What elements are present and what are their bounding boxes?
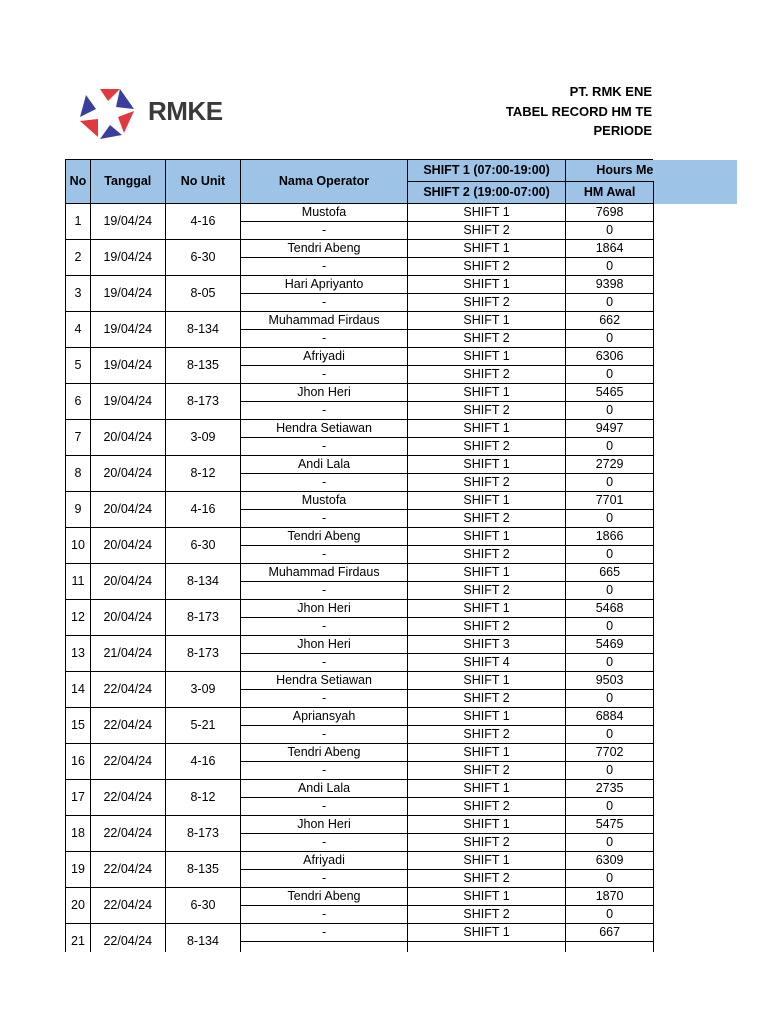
- cell-shift: SHIFT 1: [407, 528, 566, 546]
- cell-no: 7: [66, 420, 91, 456]
- cell-unit: 8-134: [165, 564, 241, 600]
- cell-date: 19/04/24: [90, 204, 165, 240]
- col-header-shift2: SHIFT 2 (19:00-07:00): [407, 182, 566, 204]
- cell-operator: -: [241, 654, 407, 672]
- cell-date: 19/04/24: [90, 312, 165, 348]
- cell-operator: -: [241, 582, 407, 600]
- cell-unit: 8-173: [165, 600, 241, 636]
- cell-hm-awal: 0: [566, 798, 653, 816]
- cell-no: 2: [66, 240, 91, 276]
- cell-shift: SHIFT 1: [407, 456, 566, 474]
- cell-shift: SHIFT 2: [407, 870, 566, 888]
- cell-shift: SHIFT 2: [407, 798, 566, 816]
- cell-no: 21: [66, 924, 91, 953]
- cell-unit: 8-134: [165, 924, 241, 953]
- cell-shift: [407, 942, 566, 953]
- cell-shift: SHIFT 2: [407, 834, 566, 852]
- cell-unit: 8-135: [165, 852, 241, 888]
- cell-unit: 6-30: [165, 240, 241, 276]
- cell-operator: Tendri Abeng: [241, 528, 407, 546]
- company-name: PT. RMK ENE: [569, 84, 652, 99]
- cell-no: 14: [66, 672, 91, 708]
- cell-no: 19: [66, 852, 91, 888]
- cell-operator: -: [241, 222, 407, 240]
- cell-hm-awal: 0: [566, 906, 653, 924]
- cell-hm-awal: 5468: [566, 600, 653, 618]
- cell-empty: [653, 654, 737, 672]
- cell-hm-awal: 662: [566, 312, 653, 330]
- cell-unit: 8-173: [165, 636, 241, 672]
- cell-hm-awal: 0: [566, 222, 653, 240]
- cell-shift: SHIFT 2: [407, 402, 566, 420]
- cell-hm-awal: 0: [566, 726, 653, 744]
- cell-date: 19/04/24: [90, 240, 165, 276]
- cell-empty: [653, 672, 737, 690]
- cell-empty: [653, 888, 737, 906]
- page-edge-mask: [652, 60, 768, 160]
- cell-hm-awal: 1870: [566, 888, 653, 906]
- cell-shift: SHIFT 2: [407, 546, 566, 564]
- cell-hm-awal: 0: [566, 654, 653, 672]
- cell-date: 22/04/24: [90, 708, 165, 744]
- cell-operator: Hendra Setiawan: [241, 420, 407, 438]
- cell-unit: 8-173: [165, 384, 241, 420]
- cell-unit: 6-30: [165, 528, 241, 564]
- cell-hm-awal: 0: [566, 582, 653, 600]
- cell-empty: [653, 942, 737, 953]
- cell-shift: SHIFT 2: [407, 690, 566, 708]
- cell-hm-awal: 0: [566, 690, 653, 708]
- cell-unit: 3-09: [165, 672, 241, 708]
- cell-hm-awal: 0: [566, 870, 653, 888]
- cell-empty: [653, 744, 737, 762]
- cell-empty: [653, 402, 737, 420]
- cell-hm-awal: 9398: [566, 276, 653, 294]
- cell-operator: -: [241, 726, 407, 744]
- cell-shift: SHIFT 1: [407, 600, 566, 618]
- cell-unit: 6-30: [165, 888, 241, 924]
- cell-empty: [653, 240, 737, 258]
- cell-date: 19/04/24: [90, 276, 165, 312]
- cell-hm-awal: 5475: [566, 816, 653, 834]
- table-row: [66, 564, 738, 582]
- table-row: [66, 852, 738, 870]
- cell-shift: SHIFT 1: [407, 204, 566, 222]
- cell-shift: SHIFT 4: [407, 654, 566, 672]
- cell-shift: SHIFT 2: [407, 366, 566, 384]
- cell-date: 20/04/24: [90, 420, 165, 456]
- cell-shift: SHIFT 1: [407, 276, 566, 294]
- table-row: [66, 204, 738, 222]
- rmke-logo-icon: [78, 87, 142, 141]
- cell-empty: [653, 438, 737, 456]
- cell-hm-awal: 9497: [566, 420, 653, 438]
- cell-date: 22/04/24: [90, 852, 165, 888]
- table-row: [66, 636, 738, 654]
- cell-empty: [653, 510, 737, 528]
- table-row: [66, 492, 738, 510]
- cell-empty: [653, 798, 737, 816]
- cell-empty: [653, 420, 737, 438]
- company-logo: [78, 87, 223, 141]
- cell-empty: [653, 258, 737, 276]
- cell-date: 20/04/24: [90, 492, 165, 528]
- cell-no: 20: [66, 888, 91, 924]
- cell-hm-awal: 2735: [566, 780, 653, 798]
- cell-hm-awal: 6884: [566, 708, 653, 726]
- cell-operator: -: [241, 510, 407, 528]
- table-row: [66, 420, 738, 438]
- cell-hm-awal: 0: [566, 546, 653, 564]
- cell-operator: Tendri Abeng: [241, 744, 407, 762]
- cell-unit: 8-135: [165, 348, 241, 384]
- table-row: [66, 240, 738, 258]
- cell-hm-awal: 0: [566, 258, 653, 276]
- cell-hm-awal: 0: [566, 330, 653, 348]
- cell-empty: [653, 816, 737, 834]
- cell-operator: -: [241, 618, 407, 636]
- cell-empty: [653, 294, 737, 312]
- cell-operator: Hari Apriyanto: [241, 276, 407, 294]
- cell-shift: SHIFT 2: [407, 618, 566, 636]
- cell-unit: 3-09: [165, 420, 241, 456]
- hm-record-table: [65, 159, 738, 952]
- cell-unit: 4-16: [165, 492, 241, 528]
- cell-unit: 4-16: [165, 204, 241, 240]
- cell-hm-awal: 2729: [566, 456, 653, 474]
- cell-operator: Jhon Heri: [241, 384, 407, 402]
- cell-operator: -: [241, 402, 407, 420]
- cell-empty: [653, 528, 737, 546]
- cell-no: 11: [66, 564, 91, 600]
- cell-unit: 8-173: [165, 816, 241, 852]
- cell-shift: SHIFT 1: [407, 852, 566, 870]
- cell-shift: SHIFT 1: [407, 816, 566, 834]
- cell-operator: Hendra Setiawan: [241, 672, 407, 690]
- cell-hm-awal: 0: [566, 618, 653, 636]
- cell-empty: [653, 708, 737, 726]
- cell-empty: [653, 564, 737, 582]
- cell-no: 12: [66, 600, 91, 636]
- col-header-no: No: [66, 160, 91, 204]
- table-row: [66, 384, 738, 402]
- cell-hm-awal: 0: [566, 438, 653, 456]
- cell-operator: Jhon Heri: [241, 636, 407, 654]
- cell-hm-awal: 0: [566, 834, 653, 852]
- table-row: [66, 528, 738, 546]
- table-row: [66, 780, 738, 798]
- cell-empty: [653, 906, 737, 924]
- cell-hm-awal: 0: [566, 366, 653, 384]
- cell-operator: -: [241, 870, 407, 888]
- cell-date: 19/04/24: [90, 348, 165, 384]
- cell-no: 10: [66, 528, 91, 564]
- cell-hm-awal: 7701: [566, 492, 653, 510]
- cell-date: 19/04/24: [90, 384, 165, 420]
- cell-date: 20/04/24: [90, 600, 165, 636]
- cell-operator: Afriyadi: [241, 852, 407, 870]
- cell-empty: [653, 348, 737, 366]
- cell-shift: SHIFT 1: [407, 744, 566, 762]
- cell-operator: -: [241, 798, 407, 816]
- cell-unit: 8-05: [165, 276, 241, 312]
- logo-text: RMKE: [148, 96, 223, 126]
- cell-no: 5: [66, 348, 91, 384]
- cell-empty: [653, 474, 737, 492]
- cell-operator: Andi Lala: [241, 456, 407, 474]
- cell-operator: Tendri Abeng: [241, 888, 407, 906]
- cell-operator: Andi Lala: [241, 780, 407, 798]
- cell-unit: 4-16: [165, 744, 241, 780]
- period-label: PERIODE: [593, 123, 652, 138]
- cell-date: 22/04/24: [90, 816, 165, 852]
- cell-shift: SHIFT 3: [407, 636, 566, 654]
- cell-empty: [653, 204, 737, 222]
- cell-empty: [653, 690, 737, 708]
- cell-operator: Jhon Heri: [241, 816, 407, 834]
- col-header-shift1: SHIFT 1 (07:00-19:00): [407, 160, 566, 182]
- table-row: [66, 672, 738, 690]
- cell-empty: [653, 492, 737, 510]
- cell-no: 4: [66, 312, 91, 348]
- cell-date: 20/04/24: [90, 564, 165, 600]
- cell-no: 16: [66, 744, 91, 780]
- cell-shift: SHIFT 1: [407, 924, 566, 942]
- cell-empty: [653, 834, 737, 852]
- cell-operator: -: [241, 366, 407, 384]
- cell-hm-awal: 9503: [566, 672, 653, 690]
- cell-operator: -: [241, 690, 407, 708]
- cell-shift: SHIFT 1: [407, 240, 566, 258]
- cell-operator: -: [241, 330, 407, 348]
- cell-hm-awal: 0: [566, 510, 653, 528]
- cell-empty: [653, 312, 737, 330]
- cell-unit: 5-21: [165, 708, 241, 744]
- cell-operator: Afriyadi: [241, 348, 407, 366]
- cell-operator: Muhammad Firdaus: [241, 564, 407, 582]
- cell-shift: SHIFT 2: [407, 330, 566, 348]
- table-row: [66, 744, 738, 762]
- cell-empty: [653, 636, 737, 654]
- cell-hm-awal: 6306: [566, 348, 653, 366]
- table-row: [66, 924, 738, 942]
- cell-hm-awal: 0: [566, 474, 653, 492]
- col-header-hours-overflow: [653, 160, 737, 182]
- cell-hm-awal: 0: [566, 294, 653, 312]
- cell-shift: SHIFT 1: [407, 564, 566, 582]
- cell-shift: SHIFT 2: [407, 438, 566, 456]
- cell-date: 21/04/24: [90, 636, 165, 672]
- cell-operator: Mustofa: [241, 204, 407, 222]
- table-row: [66, 600, 738, 618]
- table-row: [66, 312, 738, 330]
- cell-no: 18: [66, 816, 91, 852]
- cell-empty: [653, 726, 737, 744]
- cell-shift: SHIFT 1: [407, 348, 566, 366]
- cell-empty: [653, 600, 737, 618]
- cell-operator: -: [241, 294, 407, 312]
- cell-hm-awal: 0: [566, 402, 653, 420]
- cell-no: 13: [66, 636, 91, 672]
- hm-record-table-wrap: [65, 159, 738, 952]
- cell-unit: 8-12: [165, 780, 241, 816]
- cell-empty: [653, 222, 737, 240]
- cell-shift: SHIFT 2: [407, 510, 566, 528]
- cell-shift: SHIFT 2: [407, 906, 566, 924]
- cell-operator: -: [241, 762, 407, 780]
- cell-empty: [653, 456, 737, 474]
- cell-empty: [653, 582, 737, 600]
- cell-date: 22/04/24: [90, 672, 165, 708]
- cell-hm-awal: 1864: [566, 240, 653, 258]
- cell-shift: SHIFT 1: [407, 420, 566, 438]
- cell-date: 20/04/24: [90, 456, 165, 492]
- cell-no: 1: [66, 204, 91, 240]
- cell-hm-awal: 0: [566, 762, 653, 780]
- cell-empty: [653, 546, 737, 564]
- cell-shift: SHIFT 1: [407, 492, 566, 510]
- cell-operator: -: [241, 906, 407, 924]
- cell-shift: SHIFT 1: [407, 888, 566, 906]
- cell-hm-awal: 1866: [566, 528, 653, 546]
- cell-no: 17: [66, 780, 91, 816]
- cell-shift: SHIFT 2: [407, 474, 566, 492]
- cell-operator: -: [241, 474, 407, 492]
- cell-operator: Muhammad Firdaus: [241, 312, 407, 330]
- cell-unit: 8-12: [165, 456, 241, 492]
- col-header-operator: Nama Operator: [241, 160, 407, 204]
- cell-hm-awal: 7698: [566, 204, 653, 222]
- cell-hm-awal: 5469: [566, 636, 653, 654]
- cell-empty: [653, 366, 737, 384]
- cell-hm-awal: 665: [566, 564, 653, 582]
- cell-empty: [653, 618, 737, 636]
- cell-shift: SHIFT 1: [407, 708, 566, 726]
- cell-operator: -: [241, 834, 407, 852]
- cell-hm-awal: 7702: [566, 744, 653, 762]
- cell-operator: [241, 942, 407, 953]
- table-row: [66, 348, 738, 366]
- cell-no: 9: [66, 492, 91, 528]
- col-header-blank: [653, 182, 737, 204]
- cell-shift: SHIFT 1: [407, 384, 566, 402]
- cell-empty: [653, 924, 737, 942]
- cell-hm-awal: 5465: [566, 384, 653, 402]
- col-header-hm-awal: HM Awal: [566, 182, 653, 204]
- cell-operator: -: [241, 438, 407, 456]
- cell-shift: SHIFT 2: [407, 582, 566, 600]
- cell-hm-awal: 6309: [566, 852, 653, 870]
- cell-operator: Tendri Abeng: [241, 240, 407, 258]
- cell-unit: 8-134: [165, 312, 241, 348]
- table-row: [66, 888, 738, 906]
- cell-shift: SHIFT 1: [407, 780, 566, 798]
- cell-operator: Jhon Heri: [241, 600, 407, 618]
- cell-date: 22/04/24: [90, 924, 165, 953]
- table-row: [66, 816, 738, 834]
- cell-operator: Apriansyah: [241, 708, 407, 726]
- cell-shift: SHIFT 2: [407, 222, 566, 240]
- cell-date: 22/04/24: [90, 888, 165, 924]
- cell-date: 20/04/24: [90, 528, 165, 564]
- cell-date: 22/04/24: [90, 780, 165, 816]
- col-header-date: Tanggal: [90, 160, 165, 204]
- cell-hm-awal: 667: [566, 924, 653, 942]
- cell-operator: -: [241, 924, 407, 942]
- cell-date: 22/04/24: [90, 744, 165, 780]
- cell-operator: -: [241, 546, 407, 564]
- table-row: [66, 708, 738, 726]
- col-header-hours: Hours Me: [566, 160, 653, 182]
- document-title: TABEL RECORD HM TE: [505, 104, 652, 119]
- cell-shift: SHIFT 2: [407, 258, 566, 276]
- cell-shift: SHIFT 2: [407, 726, 566, 744]
- cell-operator: -: [241, 258, 407, 276]
- cell-empty: [653, 762, 737, 780]
- table-row: [66, 456, 738, 474]
- cell-empty: [653, 384, 737, 402]
- col-header-unit: No Unit: [165, 160, 241, 204]
- cell-hm-awal: [566, 942, 653, 953]
- cell-empty: [653, 276, 737, 294]
- cell-shift: SHIFT 1: [407, 672, 566, 690]
- cell-no: 3: [66, 276, 91, 312]
- cell-no: 6: [66, 384, 91, 420]
- cell-shift: SHIFT 2: [407, 294, 566, 312]
- cell-empty: [653, 852, 737, 870]
- cell-shift: SHIFT 2: [407, 762, 566, 780]
- cell-empty: [653, 870, 737, 888]
- cell-no: 15: [66, 708, 91, 744]
- cell-empty: [653, 780, 737, 798]
- cell-operator: Mustofa: [241, 492, 407, 510]
- cell-shift: SHIFT 1: [407, 312, 566, 330]
- cell-no: 8: [66, 456, 91, 492]
- cell-empty: [653, 330, 737, 348]
- table-row: [66, 276, 738, 294]
